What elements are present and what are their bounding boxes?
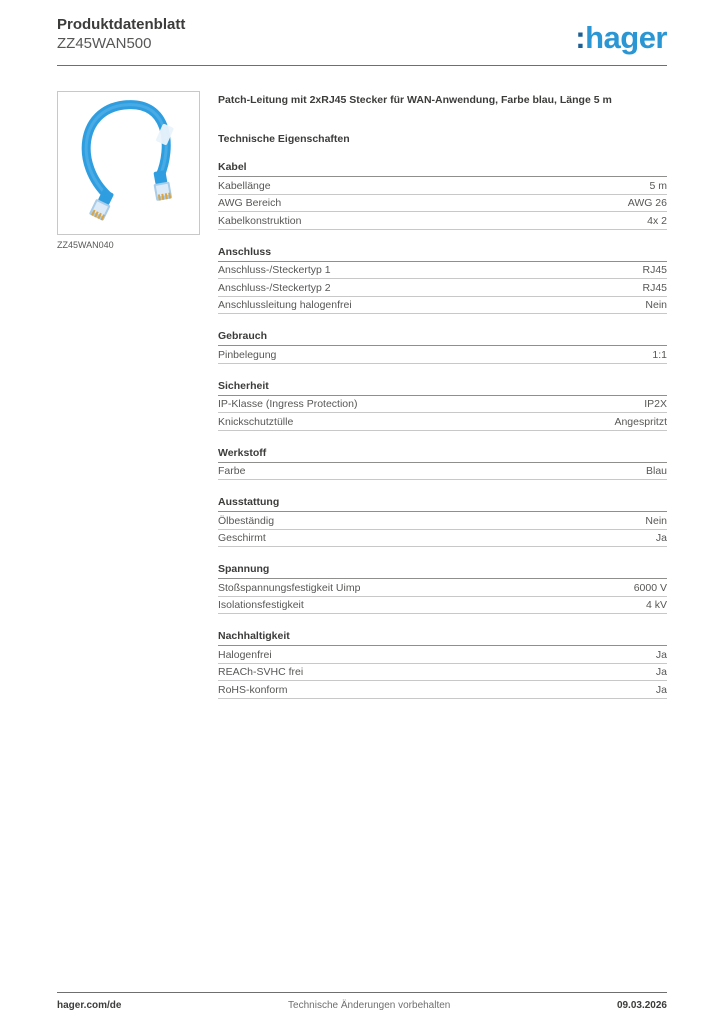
patch-cable-illustration: [58, 92, 199, 234]
section-title: Spannung: [218, 563, 667, 579]
spec-row: [218, 177, 667, 195]
spec-label: Anschluss-/Steckertyp 2: [218, 281, 331, 294]
spec-value: IP2X: [644, 398, 667, 411]
image-column: [57, 91, 200, 699]
spec-value: RJ45: [642, 264, 667, 277]
spec-section: [218, 246, 667, 315]
spec-row: [218, 597, 667, 615]
spec-value: Blau: [645, 465, 667, 478]
section-rows: [218, 512, 667, 547]
content: [57, 91, 667, 699]
hager-logo: [575, 22, 667, 53]
spec-row: [218, 463, 667, 481]
header-titles: [57, 16, 185, 54]
footer-notice: Technische Änderungen vorbehalten: [288, 1000, 451, 1011]
spec-column: [218, 91, 667, 699]
spec-value: 6000 V: [633, 581, 667, 594]
tech-properties-title: Technische Eigenschaften: [218, 133, 350, 146]
section-rows: [218, 463, 667, 481]
section-title: Sicherheit: [218, 380, 667, 396]
spec-section: [218, 161, 667, 230]
section-rows: [218, 579, 667, 614]
page-title: Produktdatenblatt: [57, 16, 186, 33]
spec-row: [218, 413, 667, 431]
spec-section: [218, 496, 667, 547]
spec-value: AWG 26: [627, 197, 667, 210]
section-rows: [218, 396, 667, 431]
section-title: Nachhaltigkeit: [218, 630, 667, 646]
spec-section: [218, 447, 667, 481]
spec-row: [218, 212, 667, 230]
spec-value: Nein: [645, 514, 667, 527]
spec-section: [218, 380, 667, 431]
spec-label: Halogenfrei: [218, 648, 272, 661]
spec-value: Ja: [655, 648, 667, 661]
section-rows: [218, 262, 667, 315]
logo-word: hager: [585, 20, 667, 55]
footer-date: 09.03.2026: [616, 1000, 667, 1011]
spec-value: Ja: [655, 532, 667, 545]
spec-row: [218, 664, 667, 682]
spec-value: 4x 2: [647, 214, 667, 227]
spec-label: Kabelkonstruktion: [218, 214, 302, 227]
section-title: Anschluss: [218, 246, 667, 262]
spec-section: [218, 330, 667, 364]
spec-label: RoHS-konform: [218, 683, 288, 696]
spec-row: [218, 262, 667, 280]
spec-section: [218, 563, 667, 614]
spec-label: Farbe: [218, 465, 246, 478]
spec-row: [218, 297, 667, 315]
spec-row: [218, 195, 667, 213]
spec-sections: [218, 161, 667, 699]
image-caption: ZZ45WAN040: [57, 239, 114, 250]
spec-value: Angespritzt: [614, 415, 667, 428]
spec-label: Kabellänge: [218, 179, 271, 192]
spec-row: [218, 346, 667, 364]
spec-row: [218, 396, 667, 414]
spec-label: IP-Klasse (Ingress Protection): [218, 398, 358, 411]
section-rows: [218, 646, 667, 699]
spec-row: [218, 530, 667, 548]
spec-row: [218, 646, 667, 664]
spec-value: 4 kV: [645, 599, 667, 612]
section-rows: [218, 177, 667, 230]
section-title: Kabel: [218, 161, 667, 177]
footer-website-link[interactable]: hager.com/de: [57, 1000, 122, 1011]
spec-label: AWG Bereich: [218, 197, 282, 210]
spec-row: [218, 279, 667, 297]
spec-row: [218, 681, 667, 699]
spec-value: 5 m: [649, 179, 667, 192]
footer: [57, 992, 667, 1011]
spec-label: Ölbeständig: [218, 514, 275, 527]
spec-label: Geschirmt: [218, 532, 266, 545]
spec-label: Anschlussleitung halogenfrei: [218, 299, 352, 312]
spec-value: 1:1: [652, 348, 667, 361]
spec-value: Ja: [655, 683, 667, 696]
header: [57, 0, 667, 54]
spec-label: Stoßspannungsfestigkeit Uimp: [218, 581, 361, 594]
spec-label: Knickschutztülle: [218, 415, 294, 428]
section-rows: [218, 346, 667, 364]
section-title: Ausstattung: [218, 496, 667, 512]
section-title: Gebrauch: [218, 330, 667, 346]
spec-row: [218, 579, 667, 597]
spec-label: REACh-SVHC frei: [218, 666, 304, 679]
section-title: Werkstoff: [218, 447, 667, 463]
spec-value: RJ45: [642, 281, 667, 294]
spec-value: Ja: [655, 666, 667, 679]
product-description: Patch-Leitung mit 2xRJ45 Stecker für WAN-Anwendung, Farbe blau, Länge 5 m: [218, 93, 612, 106]
spec-section: [218, 630, 667, 699]
product-code: ZZ45WAN500: [57, 34, 152, 52]
spec-label: Isolationsfestigkeit: [218, 599, 304, 612]
spec-value: Nein: [645, 299, 667, 312]
logo-colon: :: [575, 20, 586, 55]
header-divider: [57, 65, 667, 66]
spec-label: Pinbelegung: [218, 348, 277, 361]
product-image: [57, 91, 200, 235]
spec-label: Anschluss-/Steckertyp 1: [218, 264, 331, 277]
spec-row: [218, 512, 667, 530]
